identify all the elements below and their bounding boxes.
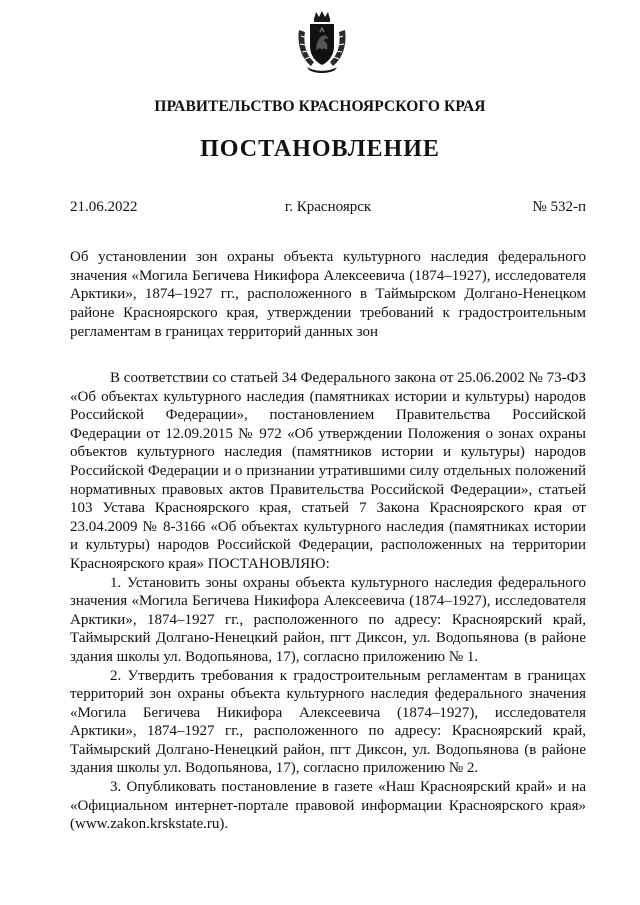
document-date: 21.06.2022 <box>70 199 138 215</box>
document-meta-row <box>70 199 586 219</box>
resolution-item-1: 1. Установить зоны охраны объекта культурного наследия федерального значения «Могила Бегичева Никифора Алексеевича (1874–1927), исследователя Арктики», 1874–1927 гг., расположенного по адресу: Красноярский край, Таймырский Долгано-Ненецкий район, пгт Диксон, ул. Водопьянова (в районе здания школы ул. Водопьянова, 17), согласно приложению № 1. <box>70 574 586 665</box>
document-number: № 532-п <box>532 199 586 215</box>
preamble-paragraph: В соответствии со статьей 34 Федерального закона от 25.06.2002 № 73-ФЗ «Об объектах культурного наследия (памятниках истории и культуры) народов Российской Федерации», постановлением Правительства Российской Федерации от 12.09.2015 № 972 «Об утверждении Положения о зонах охраны объектов культурного наследия (памятников истории и культуры) народов Российской Федерации и о признании утратившими силу отдельных положений нормативных правовых актов Правительства Российской Федерации», статьей 103 Устава Красноярского края, статьей 7 Закона Красноярского края от 23.04.2009 № 8-3166 «Об объектах культурного наследия (памятниках истории и культуры) народов Российской Федерации, расположенных на территории Красноярского края» ПОСТАНОВЛЯЮ: <box>70 370 586 572</box>
document-type-title: ПОСТАНОВЛЕНИЕ <box>200 136 440 162</box>
government-title: ПРАВИТЕЛЬСТВО КРАСНОЯРСКОГО КРАЯ <box>154 98 486 115</box>
resolution-item-2: 2. Утвердить требования к градостроительным регламентам в границах территорий зон охраны объекта культурного наследия федерального значения «Могила Бегичева Никифора Алексеевича (1874–1927), исследователя Арктики», 1874–1927 гг., расположенного по адресу: Красноярский край, Таймырский Долгано-Ненецкий район, пгт Диксон, ул. Водопьянова (в районе здания школы ул. Водопьянова, 17), согласно приложению № 2. <box>70 667 586 777</box>
resolution-item-3: 3. Опубликовать постановление в газете «Наш Красноярский край» и на «Официальном интернет-портале правовой информации Красноярского края» (www.zakon.krskstate.ru). <box>70 779 586 833</box>
document-subject: Об установлении зон охраны объекта культурного наследия федерального значения «Могила Бегичева Никифора Алексеевича (1874–1927), исследователя Арктики», 1874–1927 гг., расположенного в Таймырском Долгано-Ненецком районе Красноярского края, утверждении требований к градостроительным регламентам в границах территорий данных зон <box>70 249 586 340</box>
document-body <box>70 369 586 834</box>
document-city: г. Красноярск <box>284 199 372 215</box>
coat-of-arms-icon <box>295 10 349 74</box>
